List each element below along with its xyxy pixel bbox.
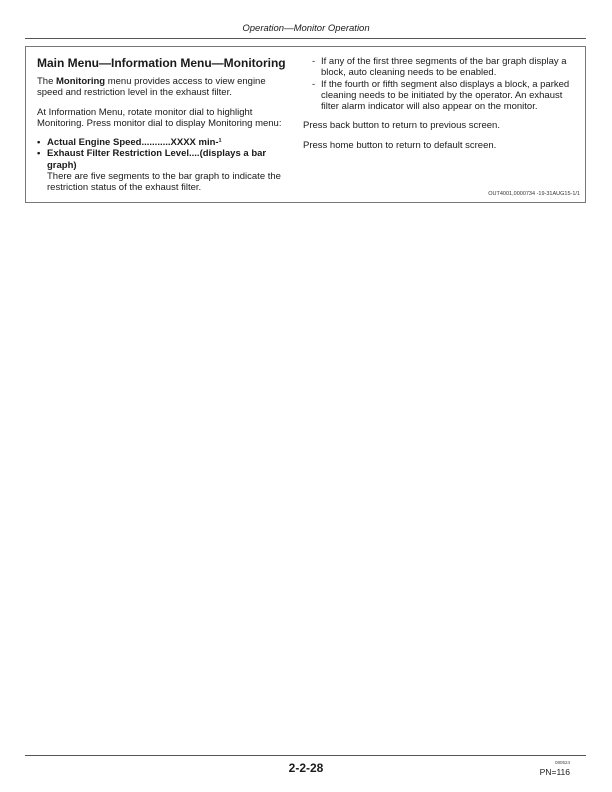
- list-item-note: There are five segments to the bar graph to indicate the restriction status of the exhaust filter.: [47, 171, 281, 194]
- footer-divider: [25, 755, 586, 756]
- instruction-paragraph: At Information Menu, rotate monitor dial to highlight Monitoring. Press monitor dial to display Monitoring menu:: [37, 106, 282, 129]
- list-item: [303, 79, 575, 113]
- list-item-text: If the fourth or fifth segment also displays a block, a parked cleaning needs to be initiated by the operator. An exhaust filter alarm indicator will also appear on the monitor.: [321, 78, 570, 113]
- intro-text-end: menu provides access to view engine speed and restriction level in the exhaust filter.: [37, 76, 266, 99]
- page-header-title: Operation—Monitor Operation: [242, 23, 370, 34]
- list-item-text: If any of the first three segments of the bar graph display a block, auto cleaning needs to be enabled.: [321, 56, 567, 79]
- list-item-label: Exhaust Filter Restriction Level....(displays a bar graph): [47, 148, 267, 171]
- list-item: [37, 137, 294, 148]
- list-item-label: Actual Engine Speed...........XXXX min-¹: [47, 137, 222, 149]
- home-button-instruction: Press home button to return to default screen.: [303, 139, 497, 151]
- monitoring-items-list: [37, 137, 294, 193]
- left-column: [37, 56, 294, 194]
- back-button-instruction: Press back button to return to previous screen.: [303, 120, 500, 132]
- list-item: [303, 56, 575, 79]
- section-heading: Main Menu—Information Menu—Monitoring: [37, 56, 286, 70]
- header-divider: [25, 38, 586, 39]
- page-number: 2-2-28: [288, 761, 324, 775]
- footer-page-reference: PN=116: [539, 767, 570, 777]
- footer-code: 080524: [554, 760, 570, 765]
- intro-text-start: The: [37, 76, 57, 87]
- list-item: [37, 148, 294, 193]
- bullet-icon: •: [37, 148, 41, 160]
- intro-bold-term: Monitoring: [56, 76, 106, 87]
- document-reference-id: OUT4001,0000734 -19-31AUG15-1/1: [488, 191, 580, 197]
- right-column: [303, 56, 575, 159]
- bar-graph-conditions-list: [303, 56, 575, 112]
- dash-icon: -: [312, 56, 316, 67]
- intro-paragraph: [37, 76, 294, 99]
- bullet-icon: •: [37, 137, 41, 149]
- dash-icon: -: [312, 78, 316, 90]
- content-section-box: [25, 46, 586, 203]
